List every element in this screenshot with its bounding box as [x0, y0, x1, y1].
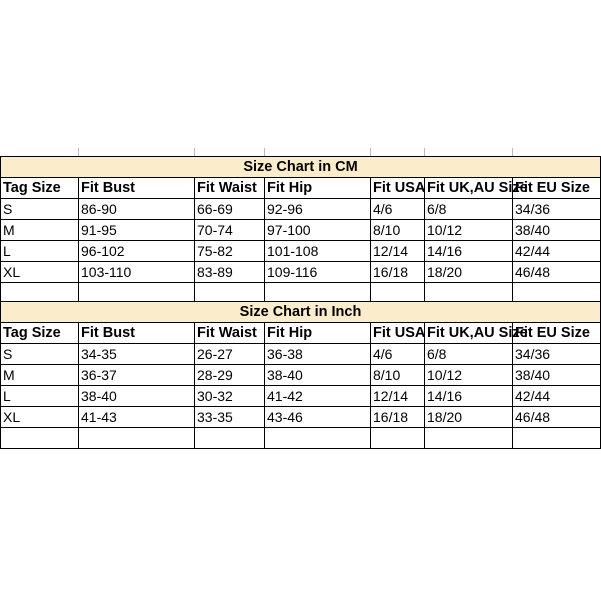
- table-cell: S: [1, 199, 79, 220]
- table-title-row: [1, 302, 601, 323]
- header-fit-uk-au: Fit UK,AU Size: [425, 323, 513, 344]
- table-cell: L: [1, 241, 79, 262]
- table-row: [1, 199, 601, 220]
- table-cell: 70-74: [195, 220, 265, 241]
- size-chart-cm-table: [0, 156, 601, 304]
- table-cell: 33-35: [195, 407, 265, 428]
- table-cell: M: [1, 220, 79, 241]
- table-cell: 34-35: [79, 344, 195, 365]
- header-fit-bust: Fit Bust: [79, 178, 195, 199]
- table-cell: 28-29: [195, 365, 265, 386]
- table-cell: 30-32: [195, 386, 265, 407]
- table-cell: 66-69: [195, 199, 265, 220]
- table-cell: 91-95: [79, 220, 195, 241]
- size-chart-inch-table: [0, 301, 601, 449]
- table-cell: 96-102: [79, 241, 195, 262]
- table-cell: 6/8: [425, 199, 513, 220]
- table-cell: 8/10: [371, 365, 425, 386]
- header-fit-usa: Fit USA: [371, 178, 425, 199]
- header-tag-size: Tag Size: [1, 178, 79, 199]
- header-fit-waist: Fit Waist: [195, 323, 265, 344]
- table-cell: 18/20: [425, 262, 513, 283]
- table-cell: 4/6: [371, 344, 425, 365]
- table-cell: 43-46: [265, 407, 371, 428]
- table-cell: 14/16: [425, 386, 513, 407]
- table-cell: 42/44: [513, 386, 601, 407]
- table-cell: 97-100: [265, 220, 371, 241]
- blank-row: [1, 428, 601, 449]
- header-fit-hip: Fit Hip: [265, 178, 371, 199]
- header-fit-eu: Fit EU Size: [513, 178, 601, 199]
- table-cell: 41-43: [79, 407, 195, 428]
- table-cell: 42/44: [513, 241, 601, 262]
- table-cell: 38-40: [265, 365, 371, 386]
- table-cell: 109-116: [265, 262, 371, 283]
- table-cell: 12/14: [371, 386, 425, 407]
- table-cell: 14/16: [425, 241, 513, 262]
- table-cell: 36-37: [79, 365, 195, 386]
- table-cell: XL: [1, 407, 79, 428]
- table-title: Size Chart in CM: [1, 157, 601, 178]
- table-cell: 101-108: [265, 241, 371, 262]
- table-cell: 18/20: [425, 407, 513, 428]
- table-cell: 86-90: [79, 199, 195, 220]
- table-cell: 16/18: [371, 407, 425, 428]
- table-cell: L: [1, 386, 79, 407]
- table-row: [1, 344, 601, 365]
- table-cell: 103-110: [79, 262, 195, 283]
- table-cell: 38/40: [513, 365, 601, 386]
- header-fit-waist: Fit Waist: [195, 178, 265, 199]
- table-header-row: [1, 178, 601, 199]
- table-cell: 36-38: [265, 344, 371, 365]
- table-cell: 92-96: [265, 199, 371, 220]
- table-cell: S: [1, 344, 79, 365]
- header-tag-size: Tag Size: [1, 323, 79, 344]
- table-row: [1, 220, 601, 241]
- header-fit-bust: Fit Bust: [79, 323, 195, 344]
- table-cell: 26-27: [195, 344, 265, 365]
- table-row: [1, 262, 601, 283]
- table-cell: XL: [1, 262, 79, 283]
- table-cell: 41-42: [265, 386, 371, 407]
- table-cell: 16/18: [371, 262, 425, 283]
- table-cell: 46/48: [513, 262, 601, 283]
- table-cell: 38/40: [513, 220, 601, 241]
- table-cell: 83-89: [195, 262, 265, 283]
- table-cell: 46/48: [513, 407, 601, 428]
- table-row: [1, 386, 601, 407]
- table-row: [1, 365, 601, 386]
- table-cell: 12/14: [371, 241, 425, 262]
- header-fit-uk-au: Fit UK,AU Size: [425, 178, 513, 199]
- table-row: [1, 241, 601, 262]
- table-cell: 75-82: [195, 241, 265, 262]
- table-cell: 4/6: [371, 199, 425, 220]
- table-title-row: [1, 157, 601, 178]
- header-fit-usa: Fit USA: [371, 323, 425, 344]
- table-cell: 34/36: [513, 199, 601, 220]
- table-cell: 10/12: [425, 220, 513, 241]
- table-cell: 8/10: [371, 220, 425, 241]
- header-fit-eu: Fit EU Size: [513, 323, 601, 344]
- table-row: [1, 407, 601, 428]
- sheet-top-gridlines: [0, 148, 600, 156]
- table-cell: M: [1, 365, 79, 386]
- table-header-row: [1, 323, 601, 344]
- table-cell: 6/8: [425, 344, 513, 365]
- table-title: Size Chart in Inch: [1, 302, 601, 323]
- table-cell: 10/12: [425, 365, 513, 386]
- header-fit-hip: Fit Hip: [265, 323, 371, 344]
- table-cell: 34/36: [513, 344, 601, 365]
- table-cell: 38-40: [79, 386, 195, 407]
